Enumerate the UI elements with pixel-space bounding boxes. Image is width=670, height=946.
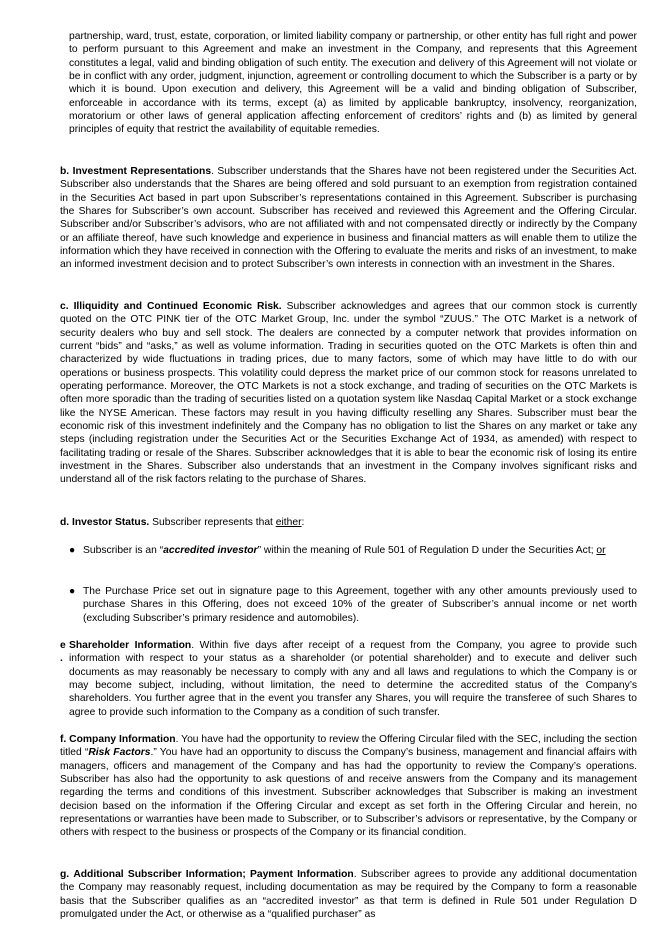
section-e-label-dot: . bbox=[60, 653, 63, 664]
section-e bbox=[69, 639, 637, 719]
section-d-heading: Investor Status. bbox=[72, 517, 150, 528]
section-e-heading: Shareholder Information bbox=[69, 640, 192, 651]
section-d-text: Subscriber represents that bbox=[149, 517, 276, 528]
intro-paragraph: partnership, ward, trust, estate, corporation, or limited liability company or partnership, or other entity has full right and power to perform pursuant to this Agreement and make an investment in the Company, and represents that this Agreement constitutes a legal, valid and binding obligation of such entity. The execution and delivery of this Agreement will not violate or be in conflict with any order, judgment, injunction, agreement or controlling document to which the Subscriber is a party or by which it is bound. Upon execution and delivery, this Agreement will be a valid and binding obligation of Subscriber, enforceable in accordance with its terms, except (a) as limited by applicable bankruptcy, insolvency, reorganization, moratorium or other laws of general application affecting enforcement of creditors’ rights and (b) as limited by general principles of equity that restrict the availability of equitable remedies. bbox=[69, 31, 637, 136]
section-b-heading: Investment Representations bbox=[72, 166, 212, 177]
section-g-text: . Subscriber agrees to provide any additional documentation the Company may reasonably request, including documentation as may be required by the Company to form a reasonable basis that the Subscriber qualifies as an “accredited investor” as that term is defined in Rule 501 under Regulation D promulgated under the Act, or otherwise as a “qualified purchaser” as bbox=[60, 869, 637, 921]
bullet-accredited bbox=[69, 544, 637, 557]
section-g-label: g. bbox=[60, 869, 70, 880]
section-d bbox=[60, 516, 637, 529]
bullet-purchase-price-text: The Purchase Price set out in signature page to this Agreement, together with any other amounts previously used to purchase Shares in this Offering, does not exceed 10% of the greater of Subscriber’s annual income or net worth (excluding Subscriber’s primary residence and automobiles). bbox=[83, 586, 637, 624]
section-g-heading: Additional Subscriber Information; Payment Information bbox=[73, 869, 354, 880]
section-f-label: f. bbox=[60, 734, 67, 745]
section-c-label: c. bbox=[60, 301, 69, 312]
section-b bbox=[60, 165, 637, 272]
section-d-colon: : bbox=[301, 517, 305, 528]
section-e-label: e bbox=[60, 640, 66, 651]
section-c bbox=[60, 300, 637, 487]
section-b-label: b. bbox=[60, 166, 70, 177]
section-d-either: either bbox=[275, 517, 302, 528]
bullet-accredited-text: Subscriber is an “accredited investor” within the meaning of Rule 501 of Regulation D under the Securities Act; or bbox=[83, 545, 606, 556]
bullet-or: or bbox=[596, 545, 606, 556]
section-c-heading: Illiquidity and Continued Economic Risk. bbox=[73, 301, 282, 312]
section-g bbox=[60, 868, 637, 921]
accredited-investor-emphasis: accredited investor bbox=[163, 545, 258, 556]
section-e-text: . Within five days after receipt of a request from the Company, you agree to provide such information with respect to your status as a shareholder (or potential shareholder) and to execute and deliver such documents as may reasonably be necessary to comply with any and all laws and regulations to which the Company is or may become subject, including, without limitation, the need to determine the accredited status of the Company’s shareholders. You further agree that in the event you transfer any Shares, you will require the transferee of such Shares to agree to provide such information to the Company as a condition of such transfer. bbox=[69, 640, 637, 718]
bullet-purchase-price bbox=[69, 585, 637, 625]
section-c-text: Subscriber acknowledges and agrees that our common stock is currently quoted on the OTC PINK tier of the OTC Market Group, Inc. under the symbol “ZUUS.” The OTC Market is a network of security dealers who buy and sell stock. The dealers are connected by a computer network that provides information on current “bids” and “asks,” as well as volume information. Trading in securities quoted on the OTC Markets is often thin and characterized by wide fluctuations in trading prices, due to many factors, some of which may have little to do with our operations or business prospects. This volatility could depress the market price of our common stock for reasons unrelated to operating performance. Moreover, the OTC Markets is not a stock exchange, and trading of securities on the OTC Markets is often more sporadic than the trading of securities listed on a quotation system like Nasdaq Capital Market or a stock exchange like the NYSE American. These factors may result in you having difficulty reselling any Shares. Subscriber must bear the economic risk of this investment indefinitely and the Company has no obligation to list the Shares on any market or take any steps (including registration under the Securities Act or the Securities Exchange Act of 1934, as amended) with respect to facilitating trading or resale of the Shares. Subscriber acknowledges that it is able to bear the economic risk of losing its entire investment in the Shares. Subscriber also understands that an investment in the Company involves significant risks and understand all of the risk factors relating to the purchase of Shares. bbox=[60, 301, 637, 486]
section-f: f. Company Information. You have had the opportunity to review the Offering Circular filed with the SEC, including the section titled “Risk Factors.” You have had an opportunity to discuss the Company’s business, management and financial affairs with managers, officers and management of the Company and has had the opportunity to review the Company’s operations. Subscriber has also had the opportunity to ask questions of and receive answers from the Company and its management regarding the terms and conditions of this investment. Subscriber acknowledges that Subscriber is making an investment decision based on the information if the Offering Circular and except as set forth in the Offering Circular and herein, no representations or warranties have been made to Subscriber, or to Subscriber’s advisors or representative, by the Company or others with respect to the business or prospects of the Company or its financial condition. bbox=[60, 734, 637, 839]
bullet-dot-icon: ● bbox=[69, 586, 76, 597]
section-d-label: d. bbox=[60, 517, 70, 528]
section-b-text: . Subscriber understands that the Shares have not been registered under the Securities Act. Subscriber also understands that the Shares are being offered and sold pursuant to an exemption from registration contained in the Securities Act based in part upon Subscriber’s representations contained in this Agreement. Subscriber is purchasing the Shares for Subscriber’s own account. Subscriber has received and reviewed this Agreement and the Offering Circular. Subscriber and/or Subscriber’s advisors, who are not affiliated with and not compensated directly or indirectly by the Company or an affiliate thereof, have such knowledge and experience in business and financial matters as will enable them to utilize the information which they have received in connection with the Offering to evaluate the merits and risks of an investment, to make an informed investment decision and to protect Subscriber’s own interests in connection with an investment in the Shares. bbox=[60, 166, 637, 271]
bullet-dot-icon: ● bbox=[69, 545, 76, 556]
risk-factors-emphasis: Risk Factors bbox=[88, 747, 151, 759]
section-f-heading: Company Information bbox=[69, 734, 176, 745]
